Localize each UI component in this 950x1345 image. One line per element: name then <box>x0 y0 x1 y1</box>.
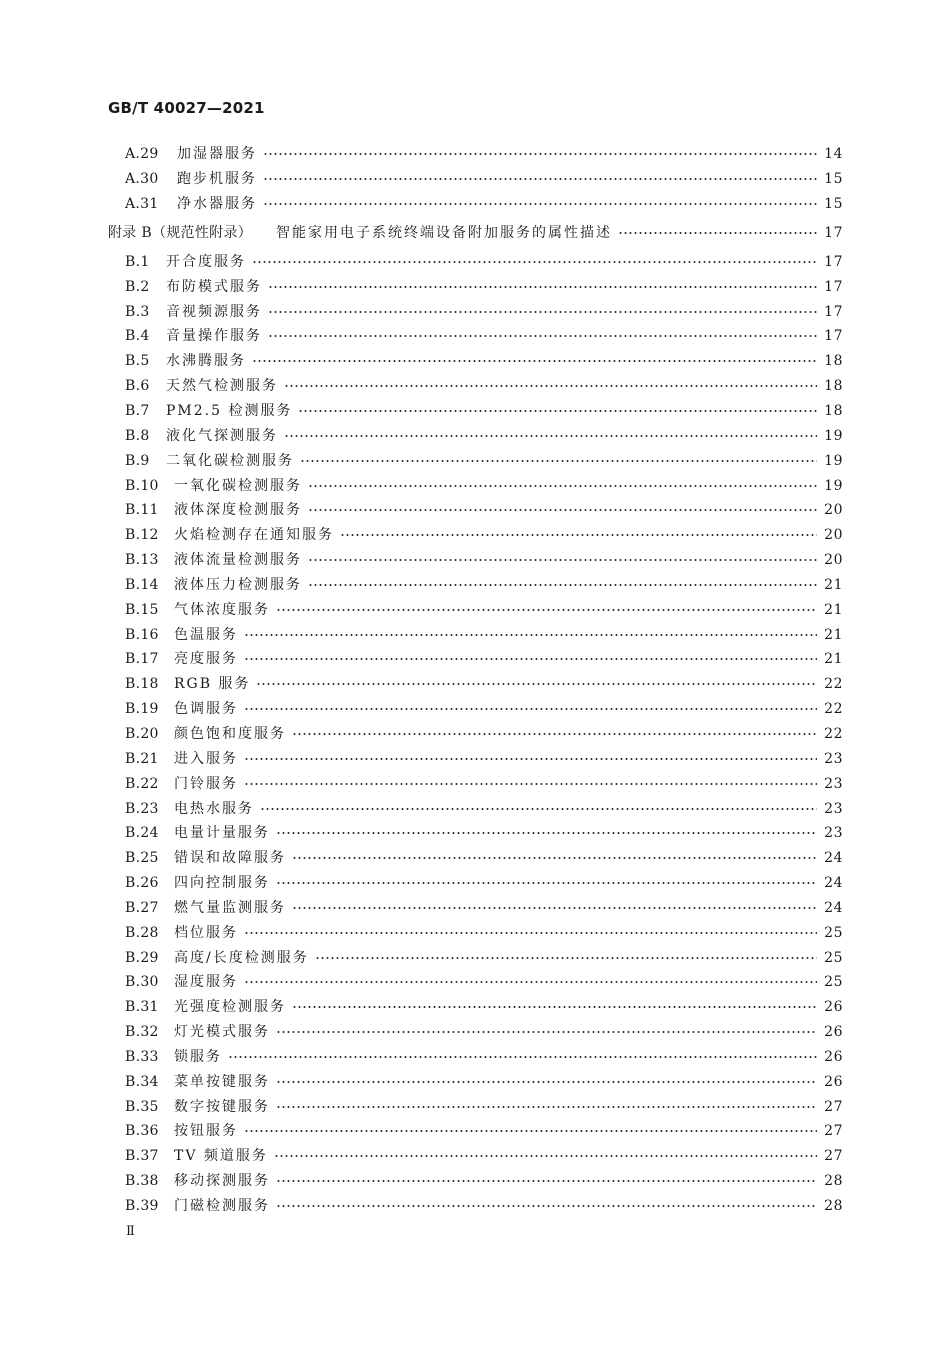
toc-dot-leader <box>274 1149 817 1163</box>
toc-entry-page: 23 <box>824 775 843 792</box>
toc-entry-b-36[interactable] <box>0 1119 950 1144</box>
toc-dot-leader <box>308 479 817 493</box>
toc-entry-b-27[interactable] <box>0 895 950 920</box>
toc-dot-leader <box>244 702 817 716</box>
toc-entry-title: 天然气检测服务 <box>166 378 278 395</box>
toc-entry-title: 高度/长度检测服务 <box>174 949 309 966</box>
toc-entry-b-15[interactable] <box>0 597 950 622</box>
toc-entry-page: 22 <box>824 701 843 718</box>
toc-entry-page: 24 <box>824 850 843 867</box>
toc-entry-page: 21 <box>824 576 843 593</box>
toc-dot-leader <box>276 1100 817 1114</box>
toc-entry-b-37[interactable] <box>0 1144 950 1169</box>
toc-dot-leader <box>276 876 817 890</box>
toc-entry-a-29[interactable] <box>0 142 950 167</box>
toc-dot-leader <box>292 1000 817 1014</box>
toc-dot-leader <box>244 777 817 791</box>
toc-entry-title: 颜色饱和度服务 <box>174 725 286 742</box>
toc-entry-b-1[interactable] <box>0 250 950 275</box>
toc-entry-b-31[interactable] <box>0 995 950 1020</box>
toc-entry-b-30[interactable] <box>0 970 950 995</box>
toc-entry-number: B.8 <box>125 427 150 444</box>
toc-entry-title: 电热水服务 <box>174 800 254 817</box>
toc-entry-title: 门铃服务 <box>174 775 238 792</box>
toc-entry-title: 一氧化碳检测服务 <box>174 477 302 494</box>
toc-dot-leader <box>276 826 817 840</box>
toc-entry-page: 23 <box>824 825 843 842</box>
toc-entry-title: 音视频源服务 <box>166 303 262 320</box>
toc-entry-title: 智能家用电子系统终端设备附加服务的属性描述 <box>276 225 612 242</box>
toc-entry-page: 17 <box>824 303 843 320</box>
toc-entry-number: B.30 <box>125 974 159 991</box>
toc-entry-title: 液体压力检测服务 <box>174 576 302 593</box>
toc-dot-leader <box>244 752 817 766</box>
toc-entry-page: 26 <box>824 1024 843 1041</box>
toc-entry-b-19[interactable] <box>0 697 950 722</box>
toc-entry-title: 移动探测服务 <box>174 1173 270 1190</box>
toc-entry-number: B.20 <box>125 725 159 742</box>
toc-dot-leader <box>300 454 817 468</box>
toc-dot-leader <box>308 553 817 567</box>
toc-entry-number: A.29 <box>125 146 159 163</box>
toc-entry-b-17[interactable] <box>0 647 950 672</box>
toc-entry-page: 17 <box>824 278 843 295</box>
toc-dot-leader <box>263 147 817 161</box>
toc-entry-number: B.15 <box>125 601 159 618</box>
toc-entry-title: 色调服务 <box>174 701 238 718</box>
toc-entry-title: 电量计量服务 <box>174 825 270 842</box>
toc-entry-number: A.30 <box>125 171 159 188</box>
toc-entry-b-3[interactable] <box>0 299 950 324</box>
toc-entry-title: RGB 服务 <box>174 676 251 693</box>
toc-dot-leader <box>298 404 817 418</box>
toc-entry-title: 亮度服务 <box>174 651 238 668</box>
toc-dot-leader <box>276 603 817 617</box>
toc-entry-number: B.33 <box>125 1048 159 1065</box>
toc-entry-b-32[interactable] <box>0 1020 950 1045</box>
toc-entry-number: B.6 <box>125 378 150 395</box>
toc-entry-title: 液体深度检测服务 <box>174 502 302 519</box>
toc-entry-number: B.39 <box>125 1198 159 1215</box>
toc-entry-b-39[interactable] <box>0 1194 950 1219</box>
toc-entry-title: 门磁检测服务 <box>174 1198 270 1215</box>
toc-entry-b-25[interactable] <box>0 846 950 871</box>
toc-entry-page: 19 <box>824 427 843 444</box>
toc-entry-number: B.7 <box>125 403 150 420</box>
toc-entry-number: B.11 <box>125 502 159 519</box>
toc-entry-title: 跑步机服务 <box>177 171 257 188</box>
toc-dot-leader <box>292 851 817 865</box>
toc-entry-title: 水沸腾服务 <box>166 353 246 370</box>
toc-entry-b-11[interactable] <box>0 498 950 523</box>
toc-entry-title: 燃气量监测服务 <box>174 899 286 916</box>
toc-entry-number: B.19 <box>125 701 159 718</box>
toc-entry-b-33[interactable] <box>0 1045 950 1070</box>
toc-entry-number: B.25 <box>125 850 159 867</box>
toc-entry-page: 17 <box>824 225 843 242</box>
toc-entry-number: B.26 <box>125 875 159 892</box>
toc-entry-b-6[interactable] <box>0 374 950 399</box>
toc-entry-b-9[interactable] <box>0 448 950 473</box>
toc-entry-page: 23 <box>824 750 843 767</box>
toc-entry-title: 色温服务 <box>174 626 238 643</box>
toc-entry-number: B.2 <box>125 278 150 295</box>
toc-entry-number: B.17 <box>125 651 159 668</box>
toc-entry-number: B.37 <box>125 1148 159 1165</box>
toc-dot-leader <box>252 354 817 368</box>
toc-dot-leader <box>252 255 817 269</box>
toc-entry-title: 进入服务 <box>174 750 238 767</box>
toc-entry-a-30[interactable] <box>0 167 950 192</box>
toc-entry-page: 26 <box>824 1073 843 1090</box>
toc-dot-leader <box>276 1174 817 1188</box>
toc-dot-leader <box>292 901 817 915</box>
toc-entry-title: 开合度服务 <box>166 253 246 270</box>
toc-entry-b-20[interactable] <box>0 722 950 747</box>
toc-entry-title: 湿度服务 <box>174 974 238 991</box>
toc-entry-title: 净水器服务 <box>177 196 257 213</box>
toc-entry-b-38[interactable] <box>0 1169 950 1194</box>
toc-dot-leader <box>244 975 817 989</box>
toc-entry-b-2[interactable] <box>0 274 950 299</box>
toc-entry-page: 21 <box>824 651 843 668</box>
toc-entry-page: 25 <box>824 974 843 991</box>
toc-entry-b-21[interactable] <box>0 746 950 771</box>
toc-dot-leader <box>244 926 817 940</box>
toc-entry-number: B.16 <box>125 626 159 643</box>
toc-entry-page: 17 <box>824 253 843 270</box>
toc-entry-title: 锁服务 <box>174 1048 222 1065</box>
toc-entry-number: B.36 <box>125 1123 159 1140</box>
toc-dot-leader <box>292 727 817 741</box>
toc-entry-number: B.10 <box>125 477 159 494</box>
toc-entry-page: 19 <box>824 477 843 494</box>
toc-entry-b-7[interactable] <box>0 399 950 424</box>
toc-dot-leader <box>284 379 817 393</box>
toc-dot-leader <box>308 503 817 517</box>
toc-entry-page: 18 <box>824 403 843 420</box>
page-number: Ⅱ <box>126 1224 135 1239</box>
toc-dot-leader <box>308 578 817 592</box>
toc-entry-page: 20 <box>824 552 843 569</box>
toc-entry-title: 加湿器服务 <box>177 146 257 163</box>
toc-entry-title: 灯光模式服务 <box>174 1024 270 1041</box>
toc-dot-leader <box>260 802 817 816</box>
toc-dot-leader <box>244 628 817 642</box>
toc-entry-title: 菜单按键服务 <box>174 1073 270 1090</box>
toc-entry-page: 20 <box>824 527 843 544</box>
toc-entry-title: TV 频道服务 <box>174 1148 268 1165</box>
toc-entry-number: B.38 <box>125 1173 159 1190</box>
toc-entry-page: 14 <box>824 146 843 163</box>
toc-entry-number: B.5 <box>125 353 150 370</box>
toc-entry-page: 27 <box>824 1148 843 1165</box>
toc-entry-number: B.35 <box>125 1098 159 1115</box>
toc-entry-b-28[interactable] <box>0 920 950 945</box>
toc-entry-page: 26 <box>824 999 843 1016</box>
toc-entry-b-24[interactable] <box>0 821 950 846</box>
toc-entry-b-18[interactable] <box>0 672 950 697</box>
toc-entry-number: B.22 <box>125 775 159 792</box>
toc-entry-number: B.12 <box>125 527 159 544</box>
toc-entry-page: 20 <box>824 502 843 519</box>
toc-entry-page: 28 <box>824 1173 843 1190</box>
page-header-standard-code: GB/T 40027—2021 <box>108 99 265 117</box>
toc-entry-b-16[interactable] <box>0 622 950 647</box>
toc-entry-a-31[interactable] <box>0 192 950 217</box>
toc-entry-title: 档位服务 <box>174 924 238 941</box>
toc-entry-page: 24 <box>824 875 843 892</box>
toc-entry-number: B.24 <box>125 825 159 842</box>
toc-entry-number: B.32 <box>125 1024 159 1041</box>
toc-entry-title: 火焰检测存在通知服务 <box>174 527 334 544</box>
toc-entry-page: 21 <box>824 601 843 618</box>
toc-entry-title: 四向控制服务 <box>174 875 270 892</box>
toc-entry-title: 液化气探测服务 <box>166 427 278 444</box>
toc-dot-leader <box>618 226 817 240</box>
toc-dot-leader <box>315 951 817 965</box>
toc-entry-appendix-b[interactable] <box>0 217 950 250</box>
toc-entry-number: A.31 <box>125 196 159 213</box>
toc-entry-title: 气体浓度服务 <box>174 601 270 618</box>
toc-entry-page: 23 <box>824 800 843 817</box>
toc-entry-number: B.18 <box>125 676 159 693</box>
toc-entry-b-4[interactable] <box>0 324 950 349</box>
toc-entry-page: 17 <box>824 328 843 345</box>
toc-entry-page: 27 <box>824 1123 843 1140</box>
toc-entry-number: B.34 <box>125 1073 159 1090</box>
toc-entry-b-35[interactable] <box>0 1094 950 1119</box>
toc-dot-leader <box>268 329 817 343</box>
toc-entry-b-10[interactable] <box>0 473 950 498</box>
toc-entry-title: 液体流量检测服务 <box>174 552 302 569</box>
toc-entry-page: 26 <box>824 1048 843 1065</box>
toc-entry-title: 数字按键服务 <box>174 1098 270 1115</box>
toc-entry-b-8[interactable] <box>0 423 950 448</box>
toc-entry-number: B.3 <box>125 303 150 320</box>
toc-entry-b-34[interactable] <box>0 1069 950 1094</box>
toc-entry-number: B.14 <box>125 576 159 593</box>
toc-dot-leader <box>284 429 817 443</box>
table-of-contents <box>0 142 950 1218</box>
toc-entry-number: B.4 <box>125 328 150 345</box>
toc-entry-title: 光强度检测服务 <box>174 999 286 1016</box>
toc-entry-title: 错误和故障服务 <box>174 850 286 867</box>
toc-entry-page: 18 <box>824 378 843 395</box>
toc-entry-page: 22 <box>824 725 843 742</box>
toc-entry-number: B.27 <box>125 899 159 916</box>
toc-entry-number: B.23 <box>125 800 159 817</box>
toc-entry-b-5[interactable] <box>0 349 950 374</box>
toc-entry-number: 附录 B（规范性附录） <box>108 225 253 242</box>
toc-entry-page: 28 <box>824 1198 843 1215</box>
toc-entry-page: 21 <box>824 626 843 643</box>
toc-entry-page: 18 <box>824 353 843 370</box>
toc-entry-page: 25 <box>824 924 843 941</box>
toc-entry-b-26[interactable] <box>0 871 950 896</box>
toc-entry-number: B.21 <box>125 750 159 767</box>
toc-dot-leader <box>340 528 817 542</box>
toc-dot-leader <box>276 1075 817 1089</box>
toc-entry-title: 按钮服务 <box>174 1123 238 1140</box>
toc-dot-leader <box>276 1199 817 1213</box>
toc-entry-page: 15 <box>824 171 843 188</box>
toc-entry-title: 二氧化碳检测服务 <box>166 452 294 469</box>
toc-entry-page: 15 <box>824 196 843 213</box>
toc-entry-b-14[interactable] <box>0 573 950 598</box>
toc-entry-b-12[interactable] <box>0 523 950 548</box>
toc-dot-leader <box>268 305 817 319</box>
toc-entry-page: 25 <box>824 949 843 966</box>
toc-entry-number: B.13 <box>125 552 159 569</box>
toc-dot-leader <box>276 1025 817 1039</box>
toc-entry-page: 24 <box>824 899 843 916</box>
toc-entry-b-29[interactable] <box>0 945 950 970</box>
toc-entry-b-22[interactable] <box>0 771 950 796</box>
toc-entry-page: 27 <box>824 1098 843 1115</box>
toc-dot-leader <box>263 172 817 186</box>
toc-entry-b-13[interactable] <box>0 548 950 573</box>
toc-entry-number: B.1 <box>125 253 150 270</box>
toc-dot-leader <box>244 652 817 666</box>
toc-entry-title: PM2.5 检测服务 <box>166 403 293 420</box>
toc-dot-leader <box>263 197 817 211</box>
toc-dot-leader <box>256 677 817 691</box>
toc-entry-b-23[interactable] <box>0 796 950 821</box>
toc-dot-leader <box>228 1050 817 1064</box>
toc-entry-number: B.29 <box>125 949 159 966</box>
toc-entry-number: B.28 <box>125 924 159 941</box>
toc-entry-page: 19 <box>824 452 843 469</box>
toc-entry-page: 22 <box>824 676 843 693</box>
toc-entry-number: B.31 <box>125 999 159 1016</box>
toc-entry-number: B.9 <box>125 452 150 469</box>
toc-dot-leader <box>268 280 817 294</box>
toc-dot-leader <box>244 1124 817 1138</box>
toc-entry-title: 布防模式服务 <box>166 278 262 295</box>
toc-entry-title: 音量操作服务 <box>166 328 262 345</box>
